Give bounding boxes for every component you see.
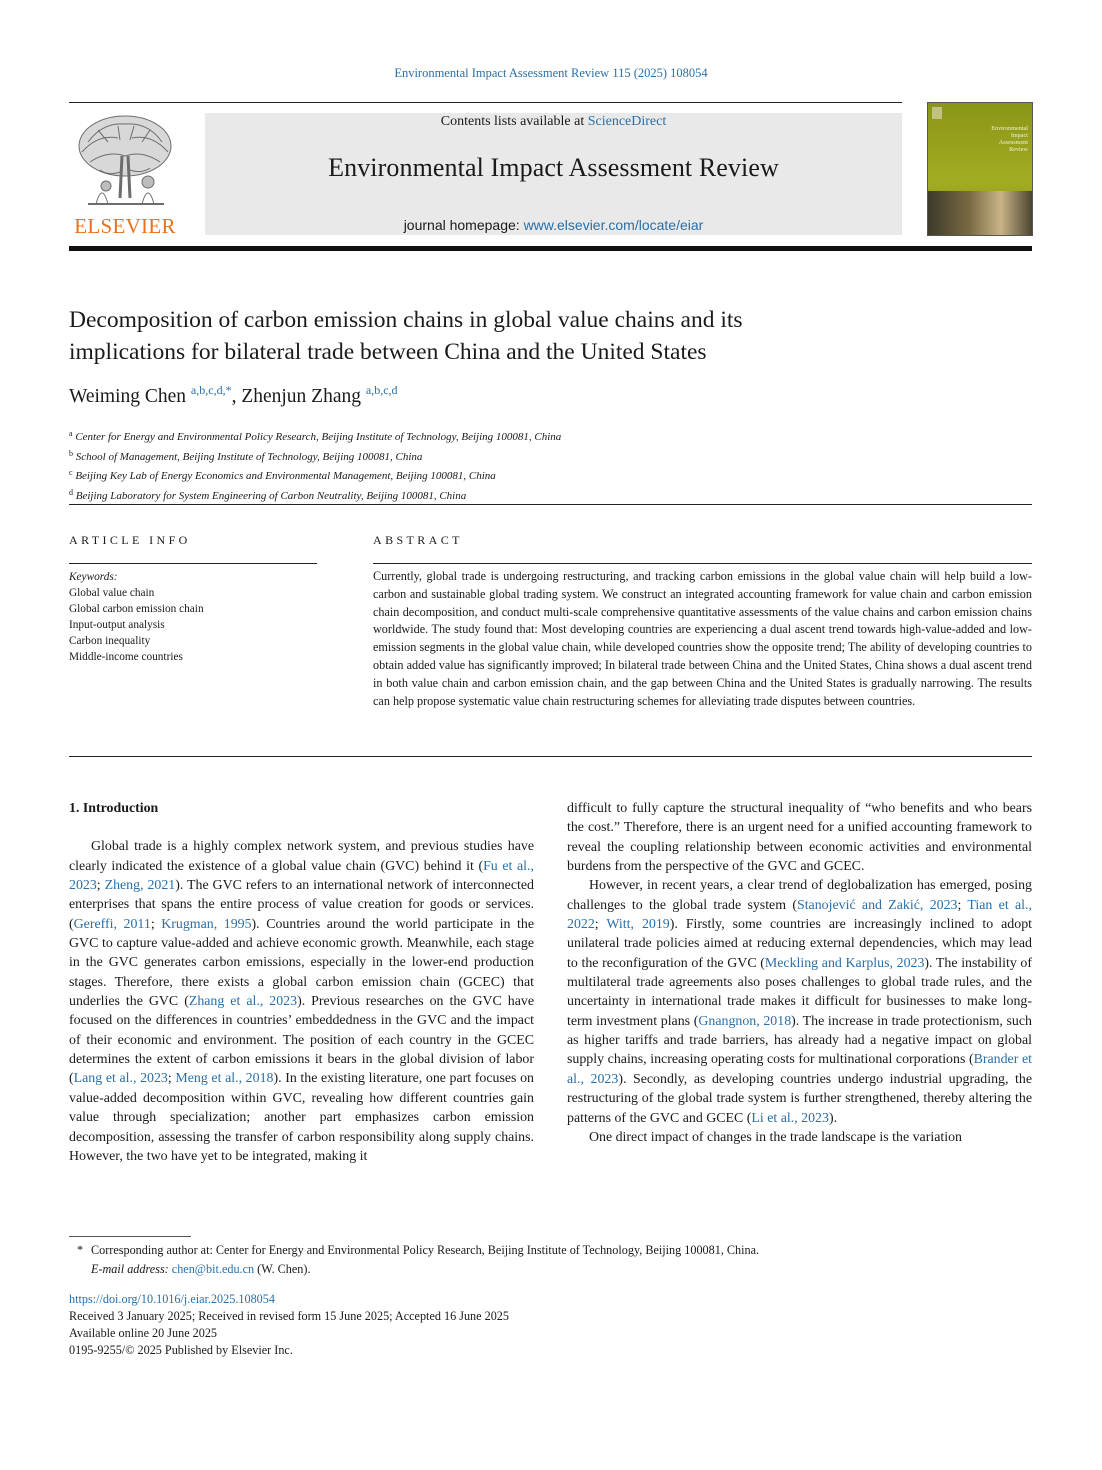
citation-link[interactable]: Zhang et al., 2023: [188, 994, 298, 1010]
citation-link[interactable]: Brander et al., 2023: [567, 1052, 1032, 1087]
keyword: Input-output analysis: [69, 619, 165, 631]
citation-link[interactable]: Fu et al., 2023: [69, 858, 534, 894]
citation-link[interactable]: Witt, 2019: [606, 917, 670, 933]
online-date: Available online 20 June 2025: [69, 1326, 218, 1340]
abstract-text: Currently, global trade is undergoing restructuring, and tracking carbon emissions in the global value chain will help build a low-carbon and sustainable global trading system. We construct an integrated accounting framework for value chain and carbon emission chain decomposition, and conduct multi-scale comprehensive quantitative assessments of the value chains and carbon emission chains worldwide. The study found that: Most developing countries are experiencing a dual ascent trend towards high-value-added and low-emission segments in the global value chain, while developed countries show the opposite trend; The ability of developing countries to obtain added value has significantly improved; In bilateral trade between China and the United States, China shows a dual ascent trend in both value chain and carbon emission chain, and the gap between China and the United States is gradually narrowing. The results can help propose systematic value chain restructuring schemes for alleviating trade disputes between countries.: [373, 569, 1032, 708]
header-divider: [69, 102, 902, 103]
section-heading: 1. Introduction: [69, 801, 159, 816]
affiliation: $^a$ Center for Energy and Environmental Policy Research, Beijing Institute of Technology, Beijing 100081, China: [69, 429, 562, 443]
header-thick-rule: [69, 246, 1032, 251]
article-info-heading: ARTICLE INFO: [69, 533, 191, 547]
body-column-right: [567, 799, 1032, 1147]
journal-cover-thumbnail[interactable]: [927, 102, 1033, 236]
journal-citation[interactable]: Environmental Impact Assessment Review 115 (2025) 108054: [394, 66, 708, 80]
author-name[interactable]: Weiming Chen: [69, 386, 187, 407]
divider: [373, 563, 1032, 564]
body-paragraph: However, in recent years, a clear trend of deglobalization has emerged, posing challenges to the global trade system (Stanojević and Zakić, 2023; Tian et al., 2022; Witt, 2019). Firstly, some countries are increasingly inclined to adopt unilateral trade policies aimed at reducing external dependencies, which may lead to the reconfiguration of the GVC (Meckling and Karplus, 2023). The instability of multilateral trade agreements also poses challenges to global trade rules, and the uncertainty in international trade makes it difficult for businesses to make long-term investment plans (Gnangnon, 2018). The increase in trade protectionism, such as higher tariffs and trade barriers, has already had a negative impact on global supply chains, increasing operating costs for multinational corporations (Brander et al., 2023). Secondly, as developing countries undergo industrial upgrading, the restructuring of the global trade system is further strengthened, thereby altering the patterns of the GVC and GCEC (Li et al., 2023).: [567, 878, 1032, 1126]
divider: [69, 563, 317, 564]
keywords: [69, 569, 204, 665]
citation-link[interactable]: Meckling and Karplus, 2023: [764, 955, 925, 971]
corresponding-author-footnote: * Corresponding author at: Center for Energy and Environmental Policy Research, Beijing Institute of Technology, Beijing 100081, China. E-mail address: chen@bit.edu.cn (W. Chen).: [76, 1243, 760, 1276]
citation-link[interactable]: Gereffi, 2011: [73, 916, 151, 932]
affiliation: $^b$ School of Management, Beijing Institute of Technology, Beijing 100081, China: [69, 448, 423, 463]
elsevier-tree-icon: [68, 112, 182, 212]
author-affiliation-marks[interactable]: a,b,c,d,*: [190, 383, 232, 397]
citation-link[interactable]: Meng et al., 2018: [175, 1071, 274, 1087]
journal-title: Environmental Impact Assessment Review: [328, 153, 779, 182]
keyword: Global value chain: [69, 587, 155, 599]
keyword: Carbon inequality: [69, 635, 151, 647]
homepage-line: journal homepage: www.elsevier.com/locate/eiar: [403, 217, 704, 233]
citation-link[interactable]: Gnangnon, 2018: [698, 1013, 792, 1029]
abstract-heading: ABSTRACT: [373, 533, 463, 547]
author-name[interactable]: Zhenjun Zhang: [241, 386, 362, 407]
author-email-link[interactable]: chen@bit.edu.cn: [171, 1261, 255, 1276]
doi-link[interactable]: https://doi.org/10.1016/j.eiar.2025.108054: [69, 1292, 275, 1306]
sciencedirect-link[interactable]: ScienceDirect: [587, 114, 667, 129]
keyword: Global carbon emission chain: [69, 603, 204, 615]
citation-link[interactable]: Lang et al., 2023: [73, 1071, 168, 1087]
journal-homepage-link[interactable]: www.elsevier.com/locate/eiar: [523, 217, 704, 233]
journal-banner: [205, 113, 902, 235]
article-title: Decomposition of carbon emission chains in global value chains and its implications for bilateral trade between China and the United States: [69, 307, 743, 365]
cover-title: Environmental Impact Assessment Review: [991, 125, 1028, 153]
article-history: Received 3 January 2025; Received in revised form 15 June 2025; Accepted 16 June 2025: [69, 1309, 509, 1323]
citation-link[interactable]: Tian et al., 2022: [567, 897, 1032, 933]
citation-link[interactable]: Stanojević and Zakić, 2023: [796, 897, 958, 913]
keyword: Middle-income countries: [69, 651, 183, 663]
citation-link[interactable]: Li et al., 2023: [751, 1110, 829, 1126]
citation-link[interactable]: Krugman, 1995: [161, 916, 252, 932]
citation-link[interactable]: Zheng, 2021: [104, 878, 176, 894]
body-paragraph: difficult to fully capture the structural inequality of “who benefits and who bears the cost.” Therefore, there is an urgent need for a unified accounting framework to reveal the coupling relationship between economic activities and environmental burdens from the perspective of the GVC and GCEC.: [567, 801, 1032, 875]
publication-info: [69, 1291, 509, 1359]
elsevier-logo[interactable]: [68, 112, 182, 238]
copyright: 0195-9255/© 2025 Published by Elsevier Inc.: [69, 1343, 293, 1357]
body-column-left: [69, 799, 534, 1166]
author-list: Weiming Chen $^{a,b,c,d,*}$, Zhenjun Zhang $^{a,b,c,d}$: [69, 383, 398, 407]
divider: [69, 504, 1032, 505]
divider: [69, 756, 1032, 757]
body-paragraph: Global trade is a highly complex network system, and previous studies have clearly indicated the existence of a global value chain (GVC) behind it (Fu et al., 2023; Zheng, 2021). The GVC refers to an international network of interconnected enterprises that spans the entire process of value creation for goods or services. (Gereffi, 2011; Krugman, 1995). Countries around the world participate in the GVC to capture value-added and achieve economic growth. Meanwhile, each stage in the GVC generates carbon emissions, especially in the lower-end production stages. Therefore, there exists a global carbon emission chain (GCEC) that underlies the GVC (Zhang et al., 2023). Previous researches on the GVC have focused on the differences in countries’ embeddedness in the GVC and the impact of their economic and environment. The position of each country in the GCEC determines the extent of carbon emissions it bears in the global division of labor (Lang et al., 2023; Meng et al., 2018). In the existing literature, one part focuses on value-added decomposition within GVC, revealing how different countries gain value through specialization; another part emphasizes carbon emission decomposition, assessing the transfer of carbon responsibility along supply chains. However, the two have yet to be integrated, making it: [69, 839, 534, 1164]
contents-line: Contents lists available at ScienceDirect: [440, 114, 667, 129]
affiliations: [69, 426, 561, 504]
body-paragraph: One direct impact of changes in the trade landscape is the variation: [589, 1129, 962, 1145]
footnote-rule: [69, 1236, 191, 1237]
keywords-label: Keywords:: [69, 571, 118, 583]
elsevier-wordmark: ELSEVIER: [74, 214, 176, 238]
affiliation: $^d$ Beijing Laboratory for System Engineering of Carbon Neutrality, Beijing 100081, China: [69, 487, 467, 502]
affiliation: $^c$ Beijing Key Lab of Energy Economics and Environmental Management, Beijing 100081, China: [69, 468, 496, 483]
author-affiliation-marks[interactable]: a,b,c,d: [365, 383, 398, 397]
